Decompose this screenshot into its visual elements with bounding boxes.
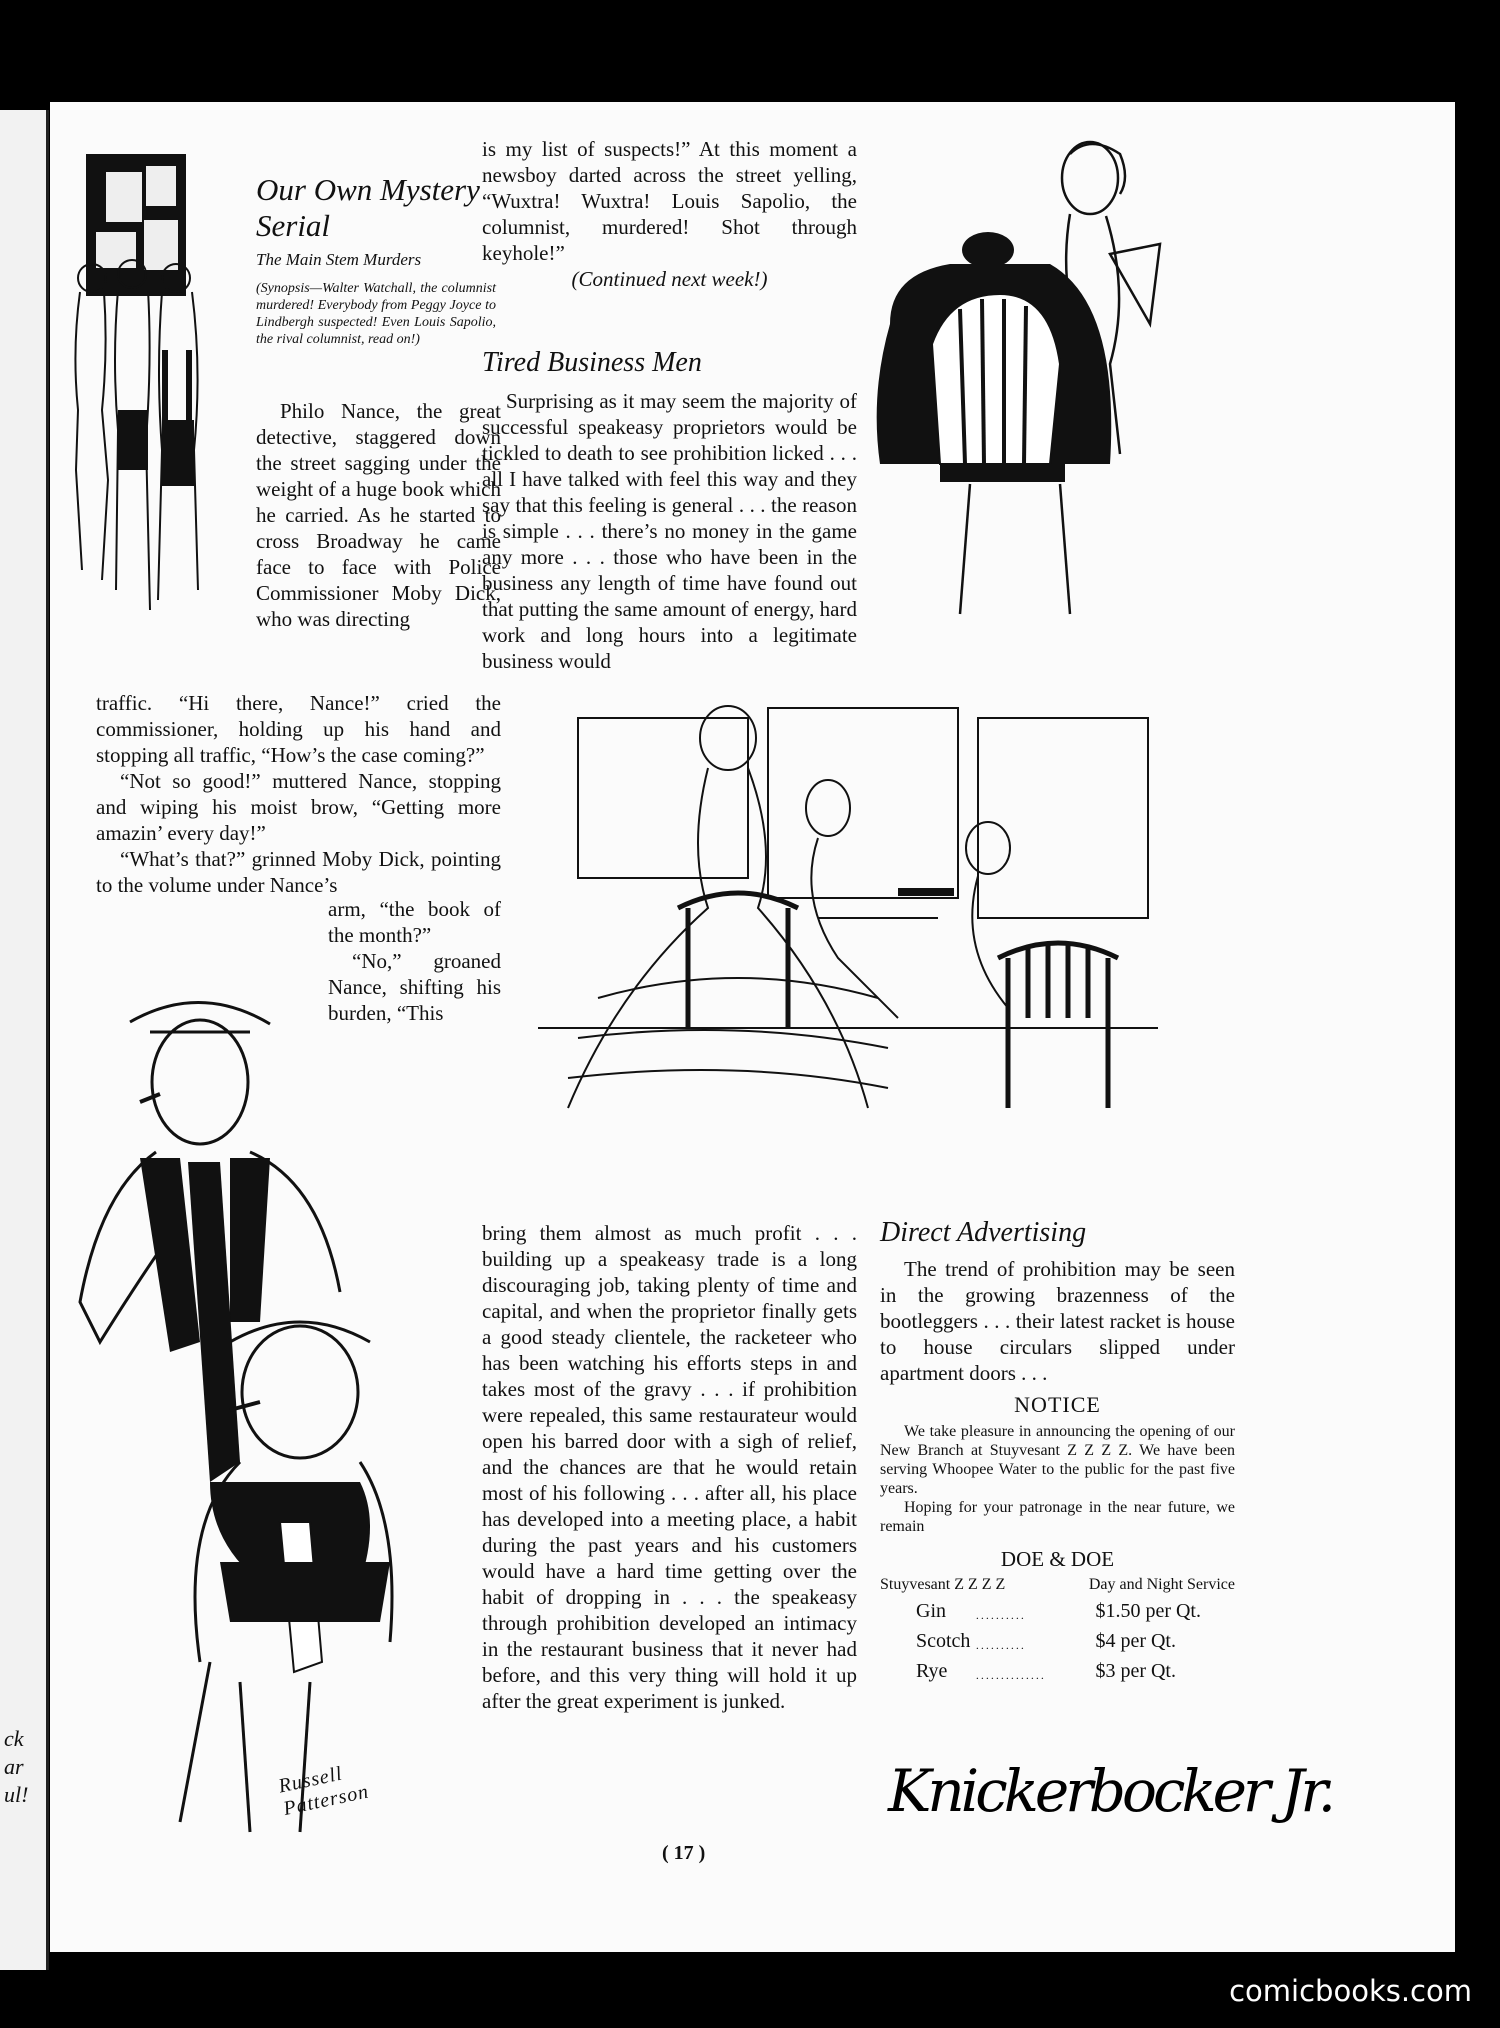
serial-para-2: “Not so good!” muttered Nance, stopping and wiping his moist brow, “Getting more amazin’ every day!”: [96, 769, 501, 845]
notice-body-2: Hoping for your patronage in the near future, we remain: [880, 1499, 1235, 1535]
magazine-page: [50, 102, 1455, 1952]
artist-signature: Russell Patterson: [276, 1762, 371, 1821]
serial-synopsis: (Synopsis—Walter Watchall, the columnist murdered! Everybody from Peggy Joyce to Lindbergh suspected! Even Louis Sapolio, the rival columnist, read on!): [256, 281, 496, 347]
serial-continued: [96, 690, 501, 898]
commissioner-detective-illustration: [60, 962, 420, 1852]
notice-title: NOTICE: [1014, 1392, 1101, 1417]
price-row: [880, 1628, 1235, 1658]
tired-business-column: [482, 388, 857, 674]
price-leader: ..........: [975, 1638, 1026, 1652]
notice-body: We take pleasure in announcing the opening of our New Branch at Stuyvesant Z Z Z Z. We have been serving Whoopee Water to the public for the past five years.: [880, 1423, 1235, 1497]
contact-row: [880, 1572, 1235, 1598]
price-item: Rye: [916, 1660, 948, 1682]
tired-business-title: Tired Business Men: [482, 347, 702, 378]
price-value: $4 per Qt.: [1095, 1630, 1176, 1652]
price-item: Scotch: [916, 1630, 971, 1652]
price-value: $1.50 per Qt.: [1095, 1600, 1201, 1622]
tired-business-para: Surprising as it may seem the majority of successful speakeasy proprietors would be tickled to death to see prohibition licked . . . all I have talked with feel this way and they say that this feeling is general . . . the reason is simple . . . there’s no money in the game any more . . . those who have been in the business any length of time have found out that putting the same amount of energy, hard work and long hours into a legitimate business would: [482, 389, 857, 673]
page-number: ( 17 ): [662, 1842, 706, 1864]
bulletin-board-illustration: [52, 150, 212, 640]
direct-advertising-para: The trend of prohibition may be seen in the growing brazenness of the bootleggers . . . their latest racket is house to house circulars slipped under apartment doors . . .: [880, 1257, 1235, 1385]
serial-paragraph: [256, 398, 501, 632]
direct-advertising-title: Direct Advertising: [880, 1217, 1087, 1248]
fragment-text: ck: [4, 1726, 24, 1751]
serial-para-3b: arm, “the book of the month?”: [328, 897, 501, 947]
serial-para-3a: “What’s that?” grinned Moby Dick, pointing to the volume under Nance’s: [96, 847, 501, 897]
price-leader: ..............: [975, 1668, 1046, 1682]
site-watermark: comicbooks.com: [1229, 1974, 1472, 2008]
service-hours: Day and Night Service: [1088, 1576, 1235, 1593]
price-value: $3 per Qt.: [1095, 1660, 1176, 1682]
serial-para-1-cont: traffic. “Hi there, Nance!” cried the commissioner, holding up his hand and stopping all traffic, “How’s the case coming?”: [96, 691, 501, 767]
fragment-text: ar: [4, 1754, 24, 1779]
continued-line: (Continued next week!): [571, 267, 768, 291]
serial-title: Our Own Mystery Serial: [256, 172, 480, 243]
serial-column-2: [482, 136, 857, 292]
serial-para-1: Philo Nance, the great detective, staggered down the street sagging under the weight of a huge book which he carried. As he started to cross Broadway he came face to face with Police Commissioner Moby Dick, who was directing: [256, 399, 501, 631]
bowler-man-illustration: [870, 134, 1170, 644]
tired-business-continued: [482, 1220, 857, 1714]
firm-name: DOE & DOE: [1000, 1547, 1115, 1571]
serial-col2-cont: is my list of suspects!” At this moment a newsboy darted across the street yelling, “Wuxtra! Wuxtra! Louis Sapolio, the columnist, murdered! Shot through keyhole!”: [482, 137, 857, 265]
facing-page-edge: [0, 110, 49, 1970]
dressing-room-illustration: [538, 698, 1158, 1118]
fragment-text: ul!: [4, 1782, 29, 1807]
serial-para-4: “No,” groaned Nance, shifting his burden, “This: [328, 949, 501, 1025]
price-item: Gin: [916, 1600, 946, 1622]
tired-business-para-cont: bring them almost as much profit . . . building up a speakeasy trade is a long discouraging job, taking plenty of time and capital, and when the proprietor finally gets a good steady clientele, the racketeer who has been watching his efforts steps in and takes most of the gravy . . . if prohibition were repealed, this same restaurateur would open his barred door with a sigh of relief, and the chances are that he would retain most of his following . . . after all, his place has developed into a meeting place, a habit during the past years and his customers would have a hard time getting over the habit of dropping in . . . the speakeasy through prohibition developed an intimacy in the restaurant business that it never had before, and this very thing will hold it up after the great experiment is junked.: [482, 1221, 857, 1713]
bootlegger-signature: Knickerbocker Jr.: [888, 1757, 1333, 1825]
price-leader: ..........: [975, 1608, 1026, 1622]
price-row: [880, 1658, 1235, 1688]
serial-subtitle: The Main Stem Murders: [256, 250, 422, 269]
phone-exchange: Stuyvesant Z Z Z Z: [880, 1576, 1006, 1593]
direct-advertising-column: [880, 1256, 1235, 1688]
price-row: [880, 1598, 1235, 1628]
